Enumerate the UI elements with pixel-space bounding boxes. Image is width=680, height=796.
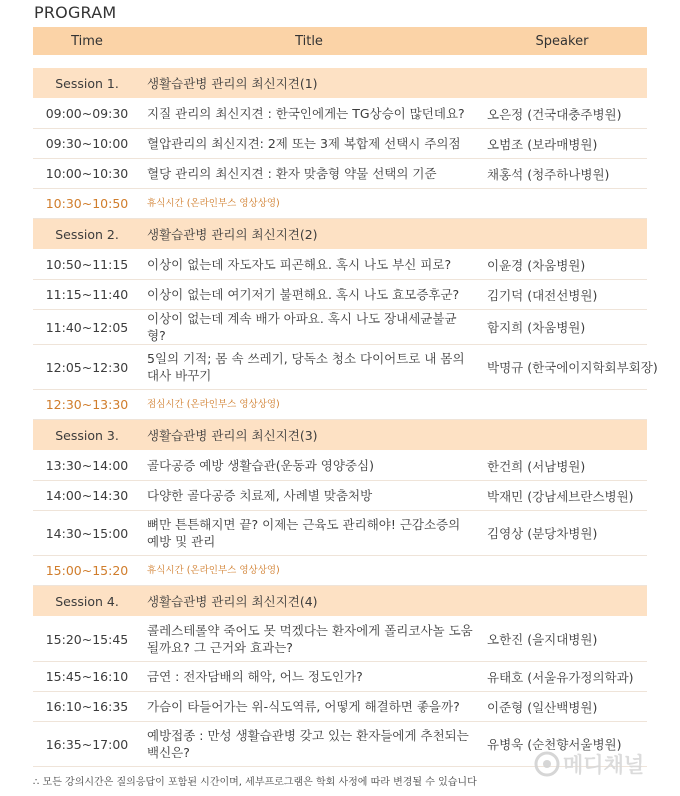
talk-title: 5일의 기적; 몸 속 쓰레기, 당독소 청소 다이어트로 내 몸의 대사 바꾸기 <box>141 345 477 390</box>
talk-time: 09:30~10:00 <box>33 129 141 159</box>
talk-title: 이상이 없는데 여기저기 불편해요. 혹시 나도 효모증후군? <box>141 280 477 310</box>
talk-title: 예방접종 : 만성 생활습관병 갖고 있는 환자들에게 추천되는 백신은? <box>141 722 477 767</box>
break-row <box>33 189 647 219</box>
break-label: 점심시간 (온라인부스 영상상영) <box>141 390 477 420</box>
col-speaker-header: Speaker <box>477 27 647 55</box>
talk-speaker: 유태호 (서울유가정의학과) <box>477 662 647 692</box>
break-row <box>33 556 647 586</box>
talk-title: 혈압관리의 최신지견: 2제 또는 3제 복합제 선택시 주의점 <box>141 129 477 159</box>
talk-title: 금연 : 전자담배의 해악, 어느 정도인가? <box>141 662 477 692</box>
session-title: 생활습관병 관리의 최신지견(4) <box>141 586 477 617</box>
talk-time: 10:50~11:15 <box>33 250 141 280</box>
session-title: 생활습관병 관리의 최신지견(1) <box>141 68 477 99</box>
session-row <box>33 219 647 250</box>
talk-speaker: 박명규 (한국에이지학회부회장) <box>477 345 647 390</box>
footnote: ∴ 모든 강의시간은 질의응답이 포함된 시간이며, 세부프로그램은 학회 사정에 따라 변경될 수 있습니다 <box>33 777 477 788</box>
talk-title: 지질 관리의 최신지견 : 한국인에게는 TG상승이 많던데요? <box>141 99 477 129</box>
break-time: 10:30~10:50 <box>33 189 141 219</box>
talk-title: 혈당 관리의 최신지견 : 환자 맞춤형 약물 선택의 기준 <box>141 159 477 189</box>
talk-time: 15:45~16:10 <box>33 662 141 692</box>
talk-speaker: 김기덕 (대전선병원) <box>477 280 647 310</box>
talk-speaker: 채홍석 (청주하나병원) <box>477 159 647 189</box>
talk-title: 골다공증 예방 생활습관(운동과 영양중심) <box>141 451 477 481</box>
talk-time: 16:10~16:35 <box>33 692 141 722</box>
table-row <box>33 280 647 310</box>
talk-time: 10:00~10:30 <box>33 159 141 189</box>
talk-speaker: 오은정 (건국대충주병원) <box>477 99 647 129</box>
break-label: 휴식시간 (온라인부스 영상상영) <box>141 556 477 586</box>
session-label: Session 4. <box>33 586 141 617</box>
talk-title: 뼈만 튼튼해지면 끝? 이제는 근육도 관리해야! 근감소증의 예방 및 관리 <box>141 511 477 556</box>
talk-time: 13:30~14:00 <box>33 451 141 481</box>
program-heading: PROGRAM <box>34 3 117 22</box>
break-label: 휴식시간 (온라인부스 영상상영) <box>141 189 477 219</box>
session-row <box>33 420 647 451</box>
talk-speaker: 유병욱 (순천향서울병원) <box>477 722 647 767</box>
table-row <box>33 511 647 556</box>
talk-time: 15:20~15:45 <box>33 617 141 662</box>
talk-title: 콜레스테롤약 죽어도 못 먹겠다는 환자에게 폴리코사놀 도움 될까요? 그 근거와 효과는? <box>141 617 477 662</box>
col-title-header: Title <box>141 27 477 55</box>
session-label: Session 2. <box>33 219 141 250</box>
talk-speaker: 오범조 (보라매병원) <box>477 129 647 159</box>
talk-speaker: 이윤경 (차움병원) <box>477 250 647 280</box>
talk-title: 다양한 골다공증 치료제, 사례별 맞춤처방 <box>141 481 477 511</box>
talk-time: 14:30~15:00 <box>33 511 141 556</box>
talk-title: 가슴이 타들어가는 위-식도역류, 어떻게 해결하면 좋을까? <box>141 692 477 722</box>
table-row <box>33 345 647 390</box>
table-row <box>33 662 647 692</box>
break-time: 15:00~15:20 <box>33 556 141 586</box>
table-row <box>33 310 647 345</box>
talk-time: 11:40~12:05 <box>33 310 141 345</box>
talk-speaker: 김영상 (분당차병원) <box>477 511 647 556</box>
talk-speaker: 박재민 (강남세브란스병원) <box>477 481 647 511</box>
col-time-header: Time <box>33 27 141 55</box>
table-row <box>33 692 647 722</box>
session-row <box>33 68 647 99</box>
table-row <box>33 250 647 280</box>
talk-speaker: 한건희 (서남병원) <box>477 451 647 481</box>
session-title: 생활습관병 관리의 최신지견(3) <box>141 420 477 451</box>
table-row <box>33 451 647 481</box>
session-label: Session 3. <box>33 420 141 451</box>
table-row <box>33 159 647 189</box>
table-header <box>33 27 647 55</box>
break-time: 12:30~13:30 <box>33 390 141 420</box>
talk-time: 12:05~12:30 <box>33 345 141 390</box>
talk-time: 16:35~17:00 <box>33 722 141 767</box>
talk-speaker: 오한진 (을지대병원) <box>477 617 647 662</box>
talk-speaker: 함지희 (차움병원) <box>477 310 647 345</box>
table-row <box>33 129 647 159</box>
talk-title: 이상이 없는데 자도자도 피곤해요. 혹시 나도 부신 피로? <box>141 250 477 280</box>
table-row <box>33 481 647 511</box>
session-label: Session 1. <box>33 68 141 99</box>
program-table <box>33 27 658 767</box>
table-row <box>33 617 647 662</box>
talk-speaker: 이준형 (일산백병원) <box>477 692 647 722</box>
session-row <box>33 586 647 617</box>
table-row <box>33 99 647 129</box>
session-title: 생활습관병 관리의 최신지견(2) <box>141 219 477 250</box>
watermark <box>534 749 644 779</box>
talk-time: 09:00~09:30 <box>33 99 141 129</box>
medichannel-logo-icon <box>534 751 560 777</box>
talk-time: 11:15~11:40 <box>33 280 141 310</box>
break-row <box>33 390 647 420</box>
talk-title: 이상이 없는데 계속 배가 아파요. 혹시 나도 장내세균불균형? <box>141 310 477 345</box>
talk-time: 14:00~14:30 <box>33 481 141 511</box>
watermark-text: 메디채널 <box>563 753 645 777</box>
